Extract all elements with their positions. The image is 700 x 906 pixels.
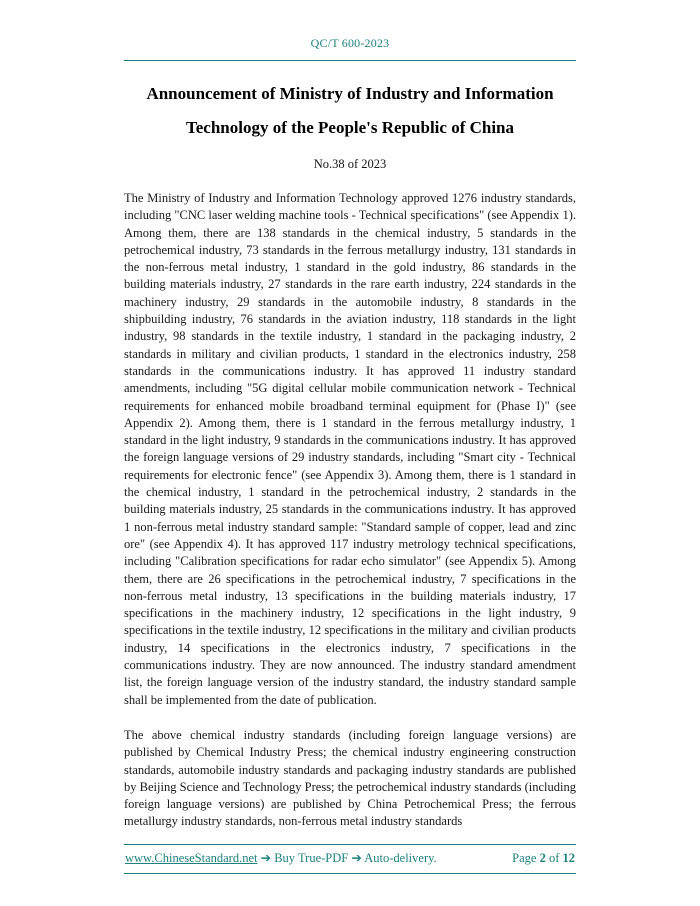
title-line-1: Announcement of Ministry of Industry and Information: [146, 84, 554, 103]
doc-code: QC/T 600-2023: [310, 36, 390, 50]
page-label: Page: [512, 851, 537, 865]
footer-tagline: ➔ Buy True-PDF ➔ Auto-delivery.: [257, 851, 437, 865]
header-divider: [124, 60, 576, 61]
title-line-2: Technology of the People's Republic of China: [185, 118, 515, 137]
paragraph-announcement: The Ministry of Industry and Information Technology approved 1276 industry standards, including "CNC laser welding machine tools - Technical specifications" (see Appendix 1). Among them, there are 138 standards in the chemical industry, 5 standards in the petrochemical industry, 73 standards in the ferrous metallurgy industry, 131 standards in the non-ferrous metal industry, 1 standard in the gold industry, 86 standards in the building materials industry, 27 standards in the rare earth industry, 224 standards in the machinery industry, 29 standards in the automobile industry, 8 standards in the shipbuilding industry, 76 standards in the aviation industry, 118 standards in the light industry, 98 standards in the textile industry, 1 standard in the packaging industry, 2 standards in military and civilian products, 1 standard in the electronics industry, 258 standards in the communications industry. It has approved 11 industry standard amendments, including "5G digital cellular mobile communication network - Technical requirements for enhanced mobile broadband terminal equipment for (Phase I)" (see Appendix 2). Among them, there is 1 standard in the ferrous metallurgy industry, 1 standard in the light industry, 9 standards in the communications industry. It has approved the foreign language versions of 29 industry standards, including "Smart city - Technical requirements for electronic fence" (see Appendix 3). Among them, there is 1 standard in the chemical industry, 1 standard in the petrochemical industry, 2 standards in the building materials industry, 25 standards in the communications industry. It has approved 1 non-ferrous metal industry standard sample: "Standard sample of copper, lead and zinc ore" (see Appendix 4). It has approved 117 industry metrology technical specifications, including "Calibration specifications for radar echo simulator" (see Appendix 5). Among them, there are 26 specifications in the petrochemical industry, 7 specifications in the non-ferrous metal industry, 13 specifications in the building materials industry, 17 specifications in the machinery industry, 12 specifications in the light industry, 9 specifications in the textile industry, 12 specifications in the military and civilian products industry, 14 specifications in the electronics industry, 7 specifications in the communications industry. They are now announced. The industry standard amendment list, the foreign language version of the industry standard, the industry standard sample shall be implemented from the date of publication.: [124, 191, 576, 707]
of-label: of: [548, 851, 560, 865]
total-pages: 12: [562, 851, 575, 865]
page-number: 2: [539, 851, 546, 865]
page-title: [124, 77, 576, 145]
page-indicator: [512, 851, 575, 866]
paragraph-publishers: The above chemical industry standards (including foreign language versions) are published by Chemical Industry Press; the chemical industry engineering construction standards, automobile industry standards and packaging industry standards are published by Beijing Science and Technology Press; the petrochemical industry standards (including foreign language versions) are published by China Petrochemical Press; the ferrous metallurgy industry standards, non-ferrous metal industry standards: [124, 727, 576, 829]
footer-left: [125, 850, 437, 866]
website-link[interactable]: www.ChineseStandard.net: [125, 851, 258, 865]
page-header: [124, 36, 576, 60]
page-footer: [124, 844, 576, 874]
doc-number: No.38 of 2023: [313, 157, 387, 171]
